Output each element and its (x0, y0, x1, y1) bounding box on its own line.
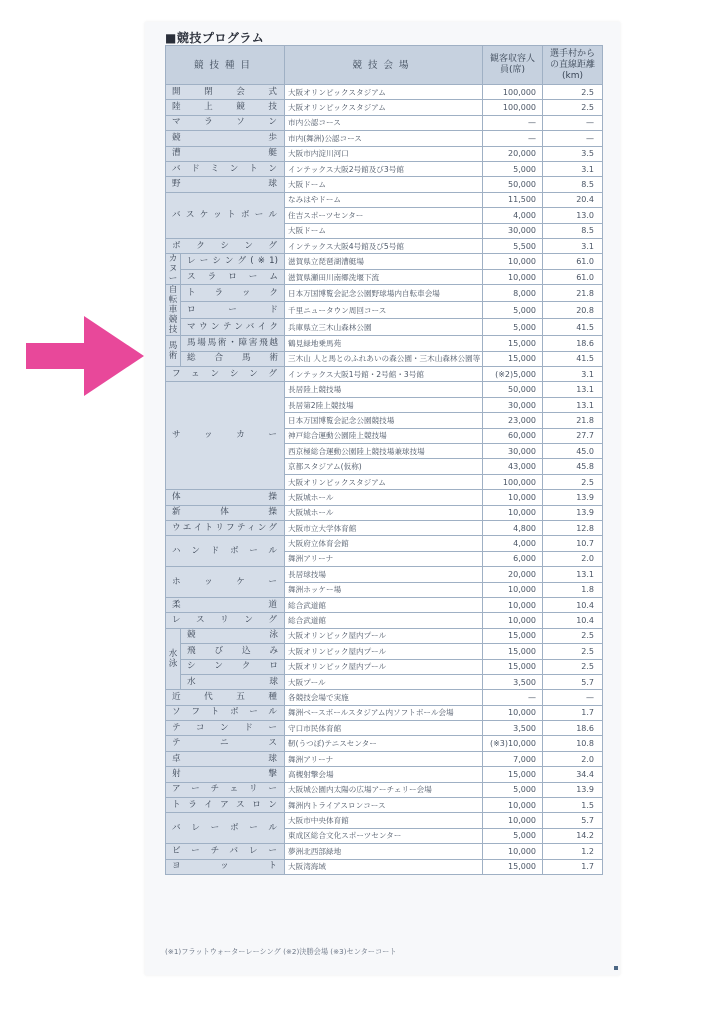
table-header-row (166, 46, 603, 85)
event-cell: フェンシング (166, 367, 285, 382)
capacity-cell: 30,000 (483, 397, 543, 412)
capacity-cell: 10,000 (483, 813, 543, 828)
distance-cell: 10.4 (543, 613, 603, 628)
venue-cell: 大阪市立大学体育館 (285, 520, 483, 535)
capacity-cell: 6,000 (483, 551, 543, 566)
venue-cell: インテックス大阪2号館及び3号館 (285, 161, 483, 176)
event-cell: 近代五種 (166, 690, 285, 705)
venue-cell: 日本万国博覧会記念公園競技場 (285, 413, 483, 428)
distance-cell: 10.7 (543, 536, 603, 551)
sub-event-cell: スラローム (181, 269, 285, 285)
distance-cell: 2.5 (543, 628, 603, 643)
pointer-arrow-icon (26, 316, 146, 396)
capacity-cell: 43,000 (483, 459, 543, 474)
event-cell: バレーボール (166, 813, 285, 844)
venue-cell: 大阪城公園内太陽の広場アーチェリー会場 (285, 782, 483, 797)
table-row (166, 798, 603, 813)
table-row (166, 319, 603, 336)
sub-event-cell: 飛び込み (181, 644, 285, 659)
table-row (166, 597, 603, 612)
venue-cell: 大阪市内淀川河口 (285, 146, 483, 161)
venue-cell: 大阪城ホール (285, 505, 483, 520)
distance-cell: 61.0 (543, 269, 603, 285)
event-cell: 体操 (166, 490, 285, 505)
venue-cell: 大阪オリンピック屋内プール (285, 659, 483, 674)
capacity-cell: 7,000 (483, 751, 543, 766)
distance-cell: — (543, 690, 603, 705)
venue-cell: 長居陸上競技場 (285, 382, 483, 397)
event-cell: ソフトボール (166, 705, 285, 720)
table-row (166, 844, 603, 859)
venue-cell: 滋賀県瀬田川南郷洗堰下流 (285, 269, 483, 285)
event-cell: ビーチバレー (166, 844, 285, 859)
table-row (166, 644, 603, 659)
distance-cell: 34.4 (543, 767, 603, 782)
table-row (166, 859, 603, 874)
capacity-cell: 100,000 (483, 85, 543, 100)
event-group-cell: カヌー (166, 254, 181, 285)
table-row (166, 146, 603, 161)
distance-cell: 2.5 (543, 85, 603, 100)
distance-cell: 41.5 (543, 351, 603, 366)
sub-event-cell: 競泳 (181, 628, 285, 643)
table-row (166, 520, 603, 535)
distance-cell: 3.1 (543, 161, 603, 176)
event-group-cell: 水泳 (166, 628, 181, 690)
distance-cell: 2.0 (543, 551, 603, 566)
event-cell: ハンドボール (166, 536, 285, 567)
capacity-cell: 10,000 (483, 705, 543, 720)
header-venue: 競技会場 (285, 46, 483, 85)
table-row (166, 177, 603, 192)
venue-cell: 長居球技場 (285, 567, 483, 582)
capacity-cell: 15,000 (483, 659, 543, 674)
table-row (166, 751, 603, 766)
venue-cell: 兵庫県立三木山森林公園 (285, 319, 483, 336)
distance-cell: 20.4 (543, 192, 603, 207)
capacity-cell: 30,000 (483, 444, 543, 459)
capacity-cell: 10,000 (483, 582, 543, 597)
capacity-cell: 15,000 (483, 628, 543, 643)
event-cell: 競歩 (166, 131, 285, 146)
event-cell: アーチェリー (166, 782, 285, 797)
distance-cell: 8.5 (543, 177, 603, 192)
event-cell: トライアスロン (166, 798, 285, 813)
page-title: ■競技プログラム (165, 31, 265, 45)
sub-event-cell: ロード (181, 302, 285, 319)
distance-cell: 2.5 (543, 659, 603, 674)
distance-cell: 14.2 (543, 828, 603, 843)
capacity-cell: 15,000 (483, 767, 543, 782)
capacity-cell: 10,000 (483, 798, 543, 813)
venue-cell: 大阪オリンピックスタジアム (285, 85, 483, 100)
venue-cell: 滋賀県立琵琶湖漕艇場 (285, 254, 483, 270)
venue-cell: 舞洲アリーナ (285, 751, 483, 766)
event-cell: ヨット (166, 859, 285, 874)
event-cell: バドミントン (166, 161, 285, 176)
capacity-cell: 11,500 (483, 192, 543, 207)
competition-program-table (165, 45, 603, 875)
table-row (166, 505, 603, 520)
distance-cell: 10.4 (543, 597, 603, 612)
sub-event-cell: レーシング(※1) (181, 254, 285, 270)
event-cell: 漕艇 (166, 146, 285, 161)
venue-cell: 東成区総合文化スポーツセンター (285, 828, 483, 843)
capacity-cell: 100,000 (483, 474, 543, 489)
distance-cell: 45.0 (543, 444, 603, 459)
distance-cell: 2.5 (543, 100, 603, 115)
capacity-cell: 10,000 (483, 490, 543, 505)
event-cell: 開閉会式 (166, 85, 285, 100)
distance-cell: 2.0 (543, 751, 603, 766)
distance-cell: 45.8 (543, 459, 603, 474)
distance-cell: 13.9 (543, 782, 603, 797)
capacity-cell: — (483, 131, 543, 146)
event-cell: サッカー (166, 382, 285, 490)
capacity-cell: 50,000 (483, 177, 543, 192)
distance-cell: 1.7 (543, 705, 603, 720)
table-row (166, 100, 603, 115)
capacity-cell: 3,500 (483, 674, 543, 689)
capacity-cell: 10,000 (483, 254, 543, 270)
capacity-cell: 5,000 (483, 319, 543, 336)
sub-event-cell: 総合馬術 (181, 351, 285, 366)
venue-cell: 大阪湾海域 (285, 859, 483, 874)
distance-cell: 5.7 (543, 813, 603, 828)
capacity-cell: 15,000 (483, 351, 543, 366)
distance-cell: 27.7 (543, 428, 603, 443)
venue-cell: 大阪城ホール (285, 490, 483, 505)
table-row (166, 813, 603, 828)
distance-cell: 3.5 (543, 146, 603, 161)
table-row (166, 351, 603, 366)
venue-cell: 舞洲内トライアスロンコース (285, 798, 483, 813)
table-row (166, 782, 603, 797)
venue-cell: インテックス大阪1号館・2号館・3号館 (285, 367, 483, 382)
capacity-cell: (※2)5,000 (483, 367, 543, 382)
event-group-cell: 自転車競技 (166, 285, 181, 336)
table-row (166, 659, 603, 674)
table-row (166, 115, 603, 130)
table-row (166, 254, 603, 270)
venue-cell: 西京極総合運動公園陸上競技場兼球技場 (285, 444, 483, 459)
distance-cell: 13.0 (543, 208, 603, 223)
venue-cell: 総合武道館 (285, 597, 483, 612)
capacity-cell: 100,000 (483, 100, 543, 115)
venue-cell: 大阪府立体育会館 (285, 536, 483, 551)
event-cell: 新体操 (166, 505, 285, 520)
venue-cell: 日本万国博覧会記念公園野球場内自転車会場 (285, 285, 483, 302)
table-row (166, 192, 603, 207)
distance-cell: 18.6 (543, 336, 603, 351)
venue-cell: 大阪オリンピックスタジアム (285, 100, 483, 115)
venue-cell: 靭(うつぼ)テニスセンター (285, 736, 483, 751)
capacity-cell: 15,000 (483, 336, 543, 351)
table-row (166, 238, 603, 253)
event-group-cell: 馬術 (166, 336, 181, 367)
distance-cell: 1.5 (543, 798, 603, 813)
distance-cell: 12.8 (543, 520, 603, 535)
distance-cell: 3.1 (543, 238, 603, 253)
distance-cell: 21.8 (543, 285, 603, 302)
venue-cell: 市内(舞洲)公認コース (285, 131, 483, 146)
distance-cell: 21.8 (543, 413, 603, 428)
arrow-shape (26, 316, 144, 396)
table-row (166, 367, 603, 382)
distance-cell: — (543, 115, 603, 130)
venue-cell: 三木山 人と馬とのふれあいの森公園・三木山森林公園等 (285, 351, 483, 366)
event-cell: ボクシング (166, 238, 285, 253)
table-row (166, 567, 603, 582)
venue-cell: 大阪ドーム (285, 177, 483, 192)
event-cell: 柔道 (166, 597, 285, 612)
venue-cell: 夢洲北西部緑地 (285, 844, 483, 859)
table-row (166, 336, 603, 351)
distance-cell: 61.0 (543, 254, 603, 270)
venue-cell: 各競技会場で実施 (285, 690, 483, 705)
capacity-cell: 30,000 (483, 223, 543, 238)
event-cell: バスケットボール (166, 192, 285, 238)
event-cell: テコンドー (166, 721, 285, 736)
event-cell: 卓球 (166, 751, 285, 766)
table-row (166, 536, 603, 551)
distance-cell: 1.2 (543, 844, 603, 859)
distance-cell: 13.1 (543, 382, 603, 397)
event-cell: マラソン (166, 115, 285, 130)
venue-cell: 総合武道館 (285, 613, 483, 628)
capacity-cell: 5,000 (483, 828, 543, 843)
table-row (166, 736, 603, 751)
capacity-cell: 10,000 (483, 505, 543, 520)
capacity-cell: — (483, 690, 543, 705)
venue-cell: 鶴見緑地乗馬苑 (285, 336, 483, 351)
venue-cell: 住吉スポーツセンター (285, 208, 483, 223)
venue-cell: 大阪オリンピック屋内プール (285, 644, 483, 659)
venue-cell: 舞洲ベースボールスタジアム内ソフトボール会場 (285, 705, 483, 720)
table-row (166, 85, 603, 100)
footnote: (※1)フラットウォーターレーシング (※2)決勝会場 (※3)センターコート (165, 947, 397, 956)
capacity-cell: 15,000 (483, 644, 543, 659)
table-row (166, 721, 603, 736)
scan-mark (614, 966, 618, 970)
sub-event-cell: 馬場馬術・障害飛越 (181, 336, 285, 351)
table-row (166, 705, 603, 720)
table-row (166, 674, 603, 689)
venue-cell: 舞洲アリーナ (285, 551, 483, 566)
sub-event-cell: トラック (181, 285, 285, 302)
venue-cell: 長居第2陸上競技場 (285, 397, 483, 412)
distance-cell: 13.9 (543, 490, 603, 505)
sub-event-cell: マウンテンバイク (181, 319, 285, 336)
venue-cell: 千里ニュータウン周回コース (285, 302, 483, 319)
venue-cell: 守口市民体育館 (285, 721, 483, 736)
sub-event-cell: 水球 (181, 674, 285, 689)
distance-cell: 18.6 (543, 721, 603, 736)
capacity-cell: 50,000 (483, 382, 543, 397)
table-row (166, 767, 603, 782)
event-cell: 陸上競技 (166, 100, 285, 115)
venue-cell: 高槻射撃会場 (285, 767, 483, 782)
distance-cell: 5.7 (543, 674, 603, 689)
capacity-cell: 5,000 (483, 161, 543, 176)
capacity-cell: 8,000 (483, 285, 543, 302)
venue-cell: インテックス大阪4号館及び5号館 (285, 238, 483, 253)
venue-cell: 舞洲ホッケー場 (285, 582, 483, 597)
event-cell: 射撃 (166, 767, 285, 782)
distance-cell: 2.5 (543, 474, 603, 489)
distance-cell: 3.1 (543, 367, 603, 382)
distance-cell: — (543, 131, 603, 146)
table-row (166, 131, 603, 146)
venue-cell: 市内公認コース (285, 115, 483, 130)
capacity-cell: 10,000 (483, 844, 543, 859)
table-body (166, 85, 603, 875)
venue-cell: 大阪オリンピック屋内プール (285, 628, 483, 643)
capacity-cell: 10,000 (483, 597, 543, 612)
event-cell: ホッケー (166, 567, 285, 598)
venue-cell: 京都スタジアム(仮称) (285, 459, 483, 474)
table-row (166, 628, 603, 643)
capacity-cell: 15,000 (483, 859, 543, 874)
capacity-cell: 23,000 (483, 413, 543, 428)
capacity-cell: 10,000 (483, 269, 543, 285)
capacity-cell: 3,500 (483, 721, 543, 736)
distance-cell: 2.5 (543, 644, 603, 659)
distance-cell: 13.9 (543, 505, 603, 520)
table-row (166, 690, 603, 705)
venue-cell: 神戸総合運動公園陸上競技場 (285, 428, 483, 443)
event-cell: ウエイトリフティング (166, 520, 285, 535)
distance-cell: 41.5 (543, 319, 603, 336)
table-row (166, 382, 603, 397)
distance-cell: 10.8 (543, 736, 603, 751)
capacity-cell: 10,000 (483, 613, 543, 628)
distance-cell: 13.1 (543, 397, 603, 412)
header-distance: 選手村からの直線距離(km) (543, 46, 603, 85)
capacity-cell: 4,000 (483, 536, 543, 551)
table-row (166, 490, 603, 505)
capacity-cell: 60,000 (483, 428, 543, 443)
venue-cell: なみはやドーム (285, 192, 483, 207)
capacity-cell: — (483, 115, 543, 130)
capacity-cell: 4,000 (483, 208, 543, 223)
distance-cell: 8.5 (543, 223, 603, 238)
capacity-cell: (※3)10,000 (483, 736, 543, 751)
venue-cell: 大阪市中央体育館 (285, 813, 483, 828)
table-row (166, 302, 603, 319)
header-event: 競技種目 (166, 46, 285, 85)
table-row (166, 161, 603, 176)
table-row (166, 613, 603, 628)
distance-cell: 1.8 (543, 582, 603, 597)
venue-cell: 大阪プール (285, 674, 483, 689)
capacity-cell: 5,000 (483, 782, 543, 797)
table-row (166, 285, 603, 302)
capacity-cell: 5,500 (483, 238, 543, 253)
venue-cell: 大阪オリンピックスタジアム (285, 474, 483, 489)
capacity-cell: 20,000 (483, 146, 543, 161)
venue-cell: 大阪ドーム (285, 223, 483, 238)
table-row (166, 269, 603, 285)
event-cell: 野球 (166, 177, 285, 192)
capacity-cell: 20,000 (483, 567, 543, 582)
distance-cell: 20.8 (543, 302, 603, 319)
capacity-cell: 5,000 (483, 302, 543, 319)
capacity-cell: 4,800 (483, 520, 543, 535)
header-capacity: 観客収容人員(席) (483, 46, 543, 85)
sub-event-cell: シンクロ (181, 659, 285, 674)
distance-cell: 13.1 (543, 567, 603, 582)
event-cell: テニス (166, 736, 285, 751)
distance-cell: 1.7 (543, 859, 603, 874)
event-cell: レスリング (166, 613, 285, 628)
